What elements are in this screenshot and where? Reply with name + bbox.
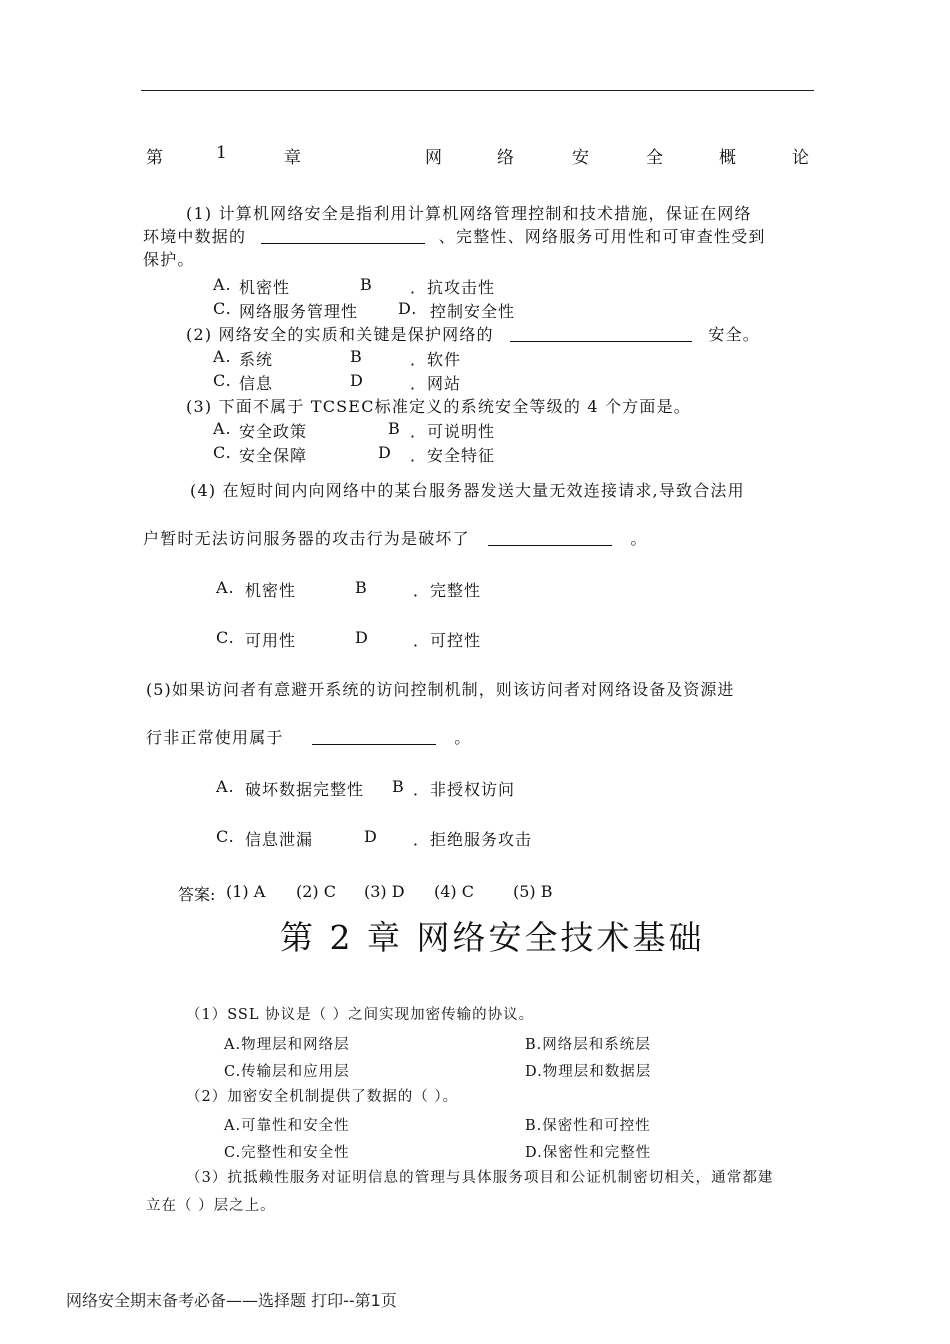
- title-char: 网: [425, 148, 443, 168]
- answer-blank: [510, 325, 692, 342]
- option: C.传输层和应用层: [224, 1064, 350, 1080]
- answer-item: (4) C: [434, 882, 474, 901]
- answer-blank: [488, 529, 612, 546]
- question-text: (1) 计算机网络安全是指利用计算机网络管理控制和技术措施，保证在网络: [186, 204, 752, 223]
- question-text: （3）抗抵赖性服务对证明信息的管理与具体服务项目和公证机制密切相关，通常都建: [186, 1170, 774, 1186]
- question-text: 保护。: [143, 250, 195, 269]
- title-char: 概: [719, 148, 737, 168]
- title-char: 络: [497, 148, 515, 168]
- title-char: 第: [146, 148, 164, 168]
- answer-blank: [312, 728, 436, 745]
- question-text: (4) 在短时间内向网络中的某台服务器发送大量无效连接请求,导致合法用: [190, 481, 745, 500]
- question-text: (5)如果访问者有意避开系统的访问控制机制，则该访问者对网络设备及资源进: [146, 680, 735, 699]
- option: B.网络层和系统层: [525, 1037, 651, 1053]
- question-text: (2) 网络安全的实质和关键是保护网络的 安全。: [186, 325, 760, 344]
- page-footer: 网络安全期末备考必备——选择题 打印--第1页: [66, 1291, 397, 1310]
- option: A.物理层和网络层: [224, 1037, 350, 1053]
- answer-label: 答案:: [178, 885, 216, 904]
- option: C.完整性和安全性: [224, 1145, 350, 1161]
- title-char: 全: [646, 148, 664, 168]
- answer-blank: [261, 227, 425, 244]
- option: D.保密性和完整性: [525, 1145, 652, 1161]
- title-char: 论: [792, 148, 810, 168]
- question-text: (3) 下面不属于 TCSEC标准定义的系统安全等级的 4 个方面是。: [186, 397, 691, 416]
- chapter2-title: 第 2 章 网络安全技术基础: [280, 918, 705, 957]
- answer-item: (1) A: [226, 882, 266, 901]
- question-text: 行非正常使用属于 。: [146, 728, 472, 747]
- answer-item: (3) D: [364, 882, 405, 901]
- option: A.可靠性和安全性: [224, 1118, 350, 1134]
- question-text: 环境中数据的 、完整性、网络服务可用性和可审查性受到: [143, 227, 766, 246]
- answer-item: (5) B: [513, 882, 553, 901]
- question-text: 立在（ ）层之上。: [146, 1198, 276, 1214]
- option: D.物理层和数据层: [525, 1064, 652, 1080]
- title-char: 章: [284, 148, 302, 168]
- title-char: 1: [216, 143, 228, 163]
- header-rule: [141, 90, 814, 91]
- option: B.保密性和可控性: [525, 1118, 651, 1134]
- question-text: （1）SSL 协议是（ ）之间实现加密传输的协议。: [186, 1007, 535, 1023]
- question-text: （2）加密安全机制提供了数据的（ ）。: [186, 1089, 459, 1105]
- title-char: 安: [572, 148, 590, 168]
- question-text: 户暂时无法访问服务器的攻击行为是破坏了 。: [143, 529, 648, 548]
- answer-item: (2) C: [296, 882, 336, 901]
